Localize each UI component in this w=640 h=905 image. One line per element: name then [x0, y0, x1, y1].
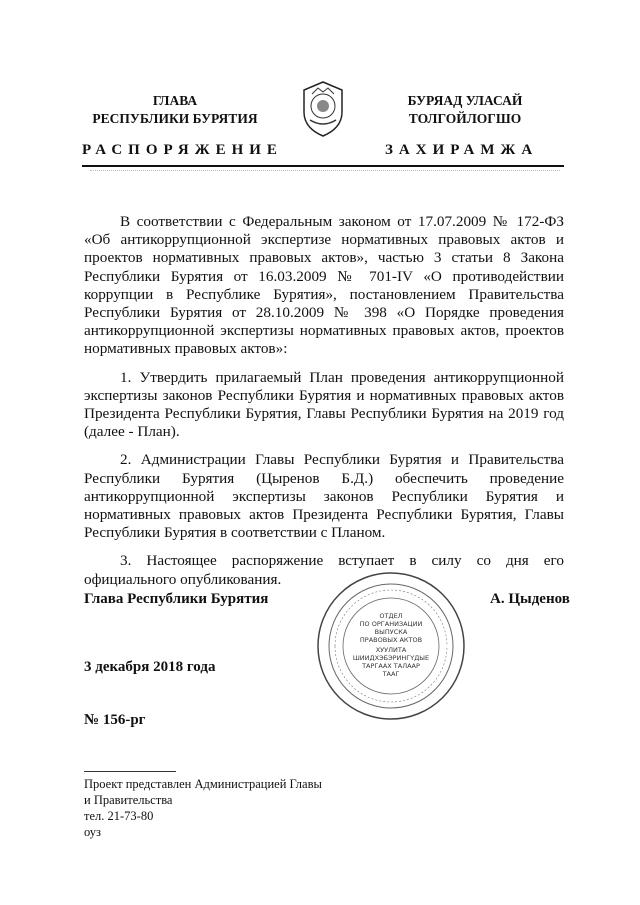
footnote-divider [84, 771, 176, 772]
doc-type-ru: РАСПОРЯЖЕНИЕ [82, 142, 283, 158]
header-right [370, 92, 560, 128]
signatory-title: Глава Республики Бурятия [84, 591, 269, 607]
header-dotted-divider [90, 170, 560, 177]
header-left-line1: ГЛАВА [152, 93, 198, 108]
document-body [84, 213, 564, 599]
seal-line-5: ХУУЛИТА [375, 646, 407, 654]
seal-line-7: ТАРГААХ ТАЛААР [362, 662, 420, 670]
footer-line-2: и Правительства [84, 793, 173, 807]
document-number: № 156-рг [84, 712, 146, 728]
clause-2: 2. Администрации Главы Республики Бурятия и Правительства Республики Бурятия (Цыренов Б.Д.) обеспечить проведение антикоррупционной экспертизы законов Республики Бурятия и нормативных правовых актов Президента Республики Бурятия, Главы Республики Бурятия в соответствии с Планом. [84, 451, 564, 542]
seal-line-8: ТААГ [382, 670, 400, 678]
header-left [80, 92, 270, 128]
seal-line-3: ВЫПУСКА [374, 628, 408, 636]
doc-type-bua: ЗАХИРАМЖА [385, 142, 539, 158]
footer-line-1: Проект представлен Администрацией Главы [84, 777, 322, 791]
header-right-line1: БУРЯАД УЛАСАЙ [407, 93, 523, 108]
clause-1: 1. Утвердить прилагаемый План проведения антикоррупционной экспертизы законов Республики Бурятия и нормативных правовых актов Президента Республики Бурятия, Главы Республики Бурятия на 2019 год (далее - План). [84, 368, 564, 441]
seal-line-4: ПРАВОВЫХ АКТОВ [359, 636, 423, 644]
footer-line-4: оуз [84, 825, 101, 839]
header-left-line2: РЕСПУБЛИКИ БУРЯТИЯ [92, 111, 258, 126]
footer-line-3: тел. 21-73-80 [84, 809, 154, 823]
header-right-line2: ТОЛГОЙЛОГШО [408, 111, 522, 126]
preamble-paragraph: В соответствии с Федеральным законом от 17.07.2009 № 172-ФЗ «Об антикоррупционной экспертизе нормативных правовых актов и проектов нормативных правовых актов», частью 3 статьи 8 Закона Республики Бурятия от 16.03.2009 № 701-IV «О противодействии коррупции в Республике Бурятия», постановлением Правительства Республики Бурятия от 28.10.2009 № 398 «О Порядке проведения антикоррупционной экспертизы нормативных правовых актов, проектов нормативных правовых актов»: [84, 213, 564, 358]
emblem-icon [298, 80, 348, 138]
header-divider [82, 165, 564, 167]
official-seal [315, 570, 467, 722]
seal-line-1: ОТДЕЛ [379, 612, 403, 620]
footer-note [84, 776, 322, 840]
signatory-name: А. Цыденов [490, 591, 570, 607]
clause-3: 3. Настоящее распоряжение вступает в силу со дня его официального опубликования. [84, 552, 564, 588]
seal-line-6: ШИИДХЭБЭРИНГҮДЫЕ [352, 654, 430, 662]
document-date: 3 декабря 2018 года [84, 659, 216, 675]
seal-line-2: ПО ОРГАНИЗАЦИИ [359, 620, 423, 628]
